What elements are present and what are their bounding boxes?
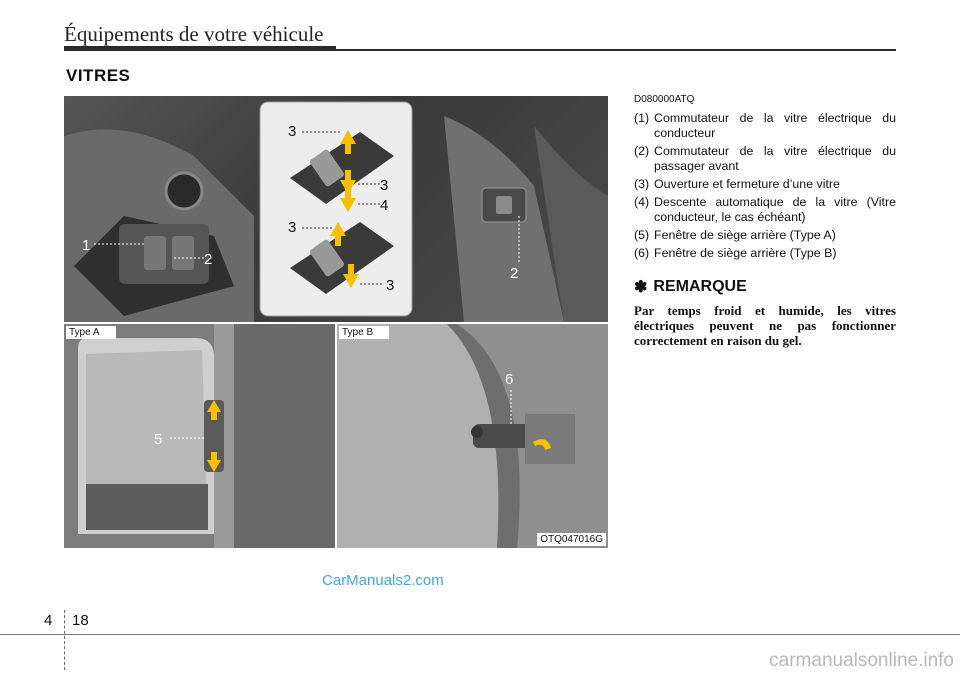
list-text: Ouverture et fermeture d’une vitre [654, 177, 840, 191]
list-text: Commutateur de la vitre électrique du passager avant [654, 144, 896, 173]
callout-3c: 3 [288, 219, 297, 236]
description-column [634, 94, 896, 348]
page-number: 18 [72, 612, 89, 629]
note-heading [634, 277, 896, 297]
list-text: Fenêtre de siège arrière (Type A) [654, 228, 836, 242]
header-rule [64, 46, 336, 51]
callout-6: 6 [505, 371, 514, 388]
callout-3d: 3 [386, 277, 395, 294]
list-number: (2) [634, 144, 650, 158]
callout-3b: 3 [380, 177, 389, 194]
figure-code: OTQ047016G [537, 533, 606, 546]
site-watermark: carmanualsonline.info [769, 650, 954, 671]
callout-5: 5 [154, 431, 163, 448]
type-b-panel [337, 324, 608, 548]
list-number: (3) [634, 177, 650, 191]
list-text: Descente automatique de la vitre (Vitre conducteur, le cas échéant) [654, 195, 896, 224]
list-item [634, 228, 896, 243]
list-number: (4) [634, 195, 650, 209]
type-b-label: Type B [339, 326, 389, 339]
list-item [634, 177, 896, 192]
type-a-panel [64, 324, 335, 548]
list-number: (6) [634, 246, 650, 260]
door-switch-panel [64, 96, 608, 322]
note-title: REMARQUE [653, 278, 747, 295]
callout-3a: 3 [288, 123, 297, 140]
list-number: (1) [634, 111, 650, 125]
header-rule-thin [336, 49, 896, 51]
type-a-label: Type A [66, 326, 116, 339]
type-a-illustration [64, 324, 335, 548]
page-number-divider [64, 610, 65, 670]
callout-4: 4 [380, 197, 389, 214]
list-text: Fenêtre de siège arrière (Type B) [654, 246, 837, 260]
list-text: Commutateur de la vitre électrique du conducteur [654, 111, 896, 140]
callout-2-passenger: 2 [510, 265, 519, 282]
section-number: 4 [44, 612, 53, 629]
callout-1: 1 [82, 237, 91, 254]
list-number: (5) [634, 228, 650, 242]
list-item [634, 195, 896, 225]
callout-2-driver: 2 [204, 251, 213, 268]
section-title: VITRES [66, 66, 131, 85]
window-switch-figure [64, 96, 608, 548]
page-header-title: Équipements de votre véhicule [64, 22, 324, 46]
asterisk-icon: ✽ [634, 279, 648, 296]
doc-code: D080000ATQ [634, 94, 695, 105]
watermark-link[interactable]: CarManuals2.com [322, 572, 444, 589]
note-body: Par temps froid et humide, les vitres électriques peuvent ne pas fonctionner correctement en raison du gel. [634, 303, 896, 348]
footer-rule [0, 634, 960, 635]
door-switch-illustration [64, 96, 608, 322]
list-item [634, 111, 896, 141]
list-item [634, 144, 896, 174]
list-item [634, 246, 896, 261]
type-b-illustration [337, 324, 608, 548]
